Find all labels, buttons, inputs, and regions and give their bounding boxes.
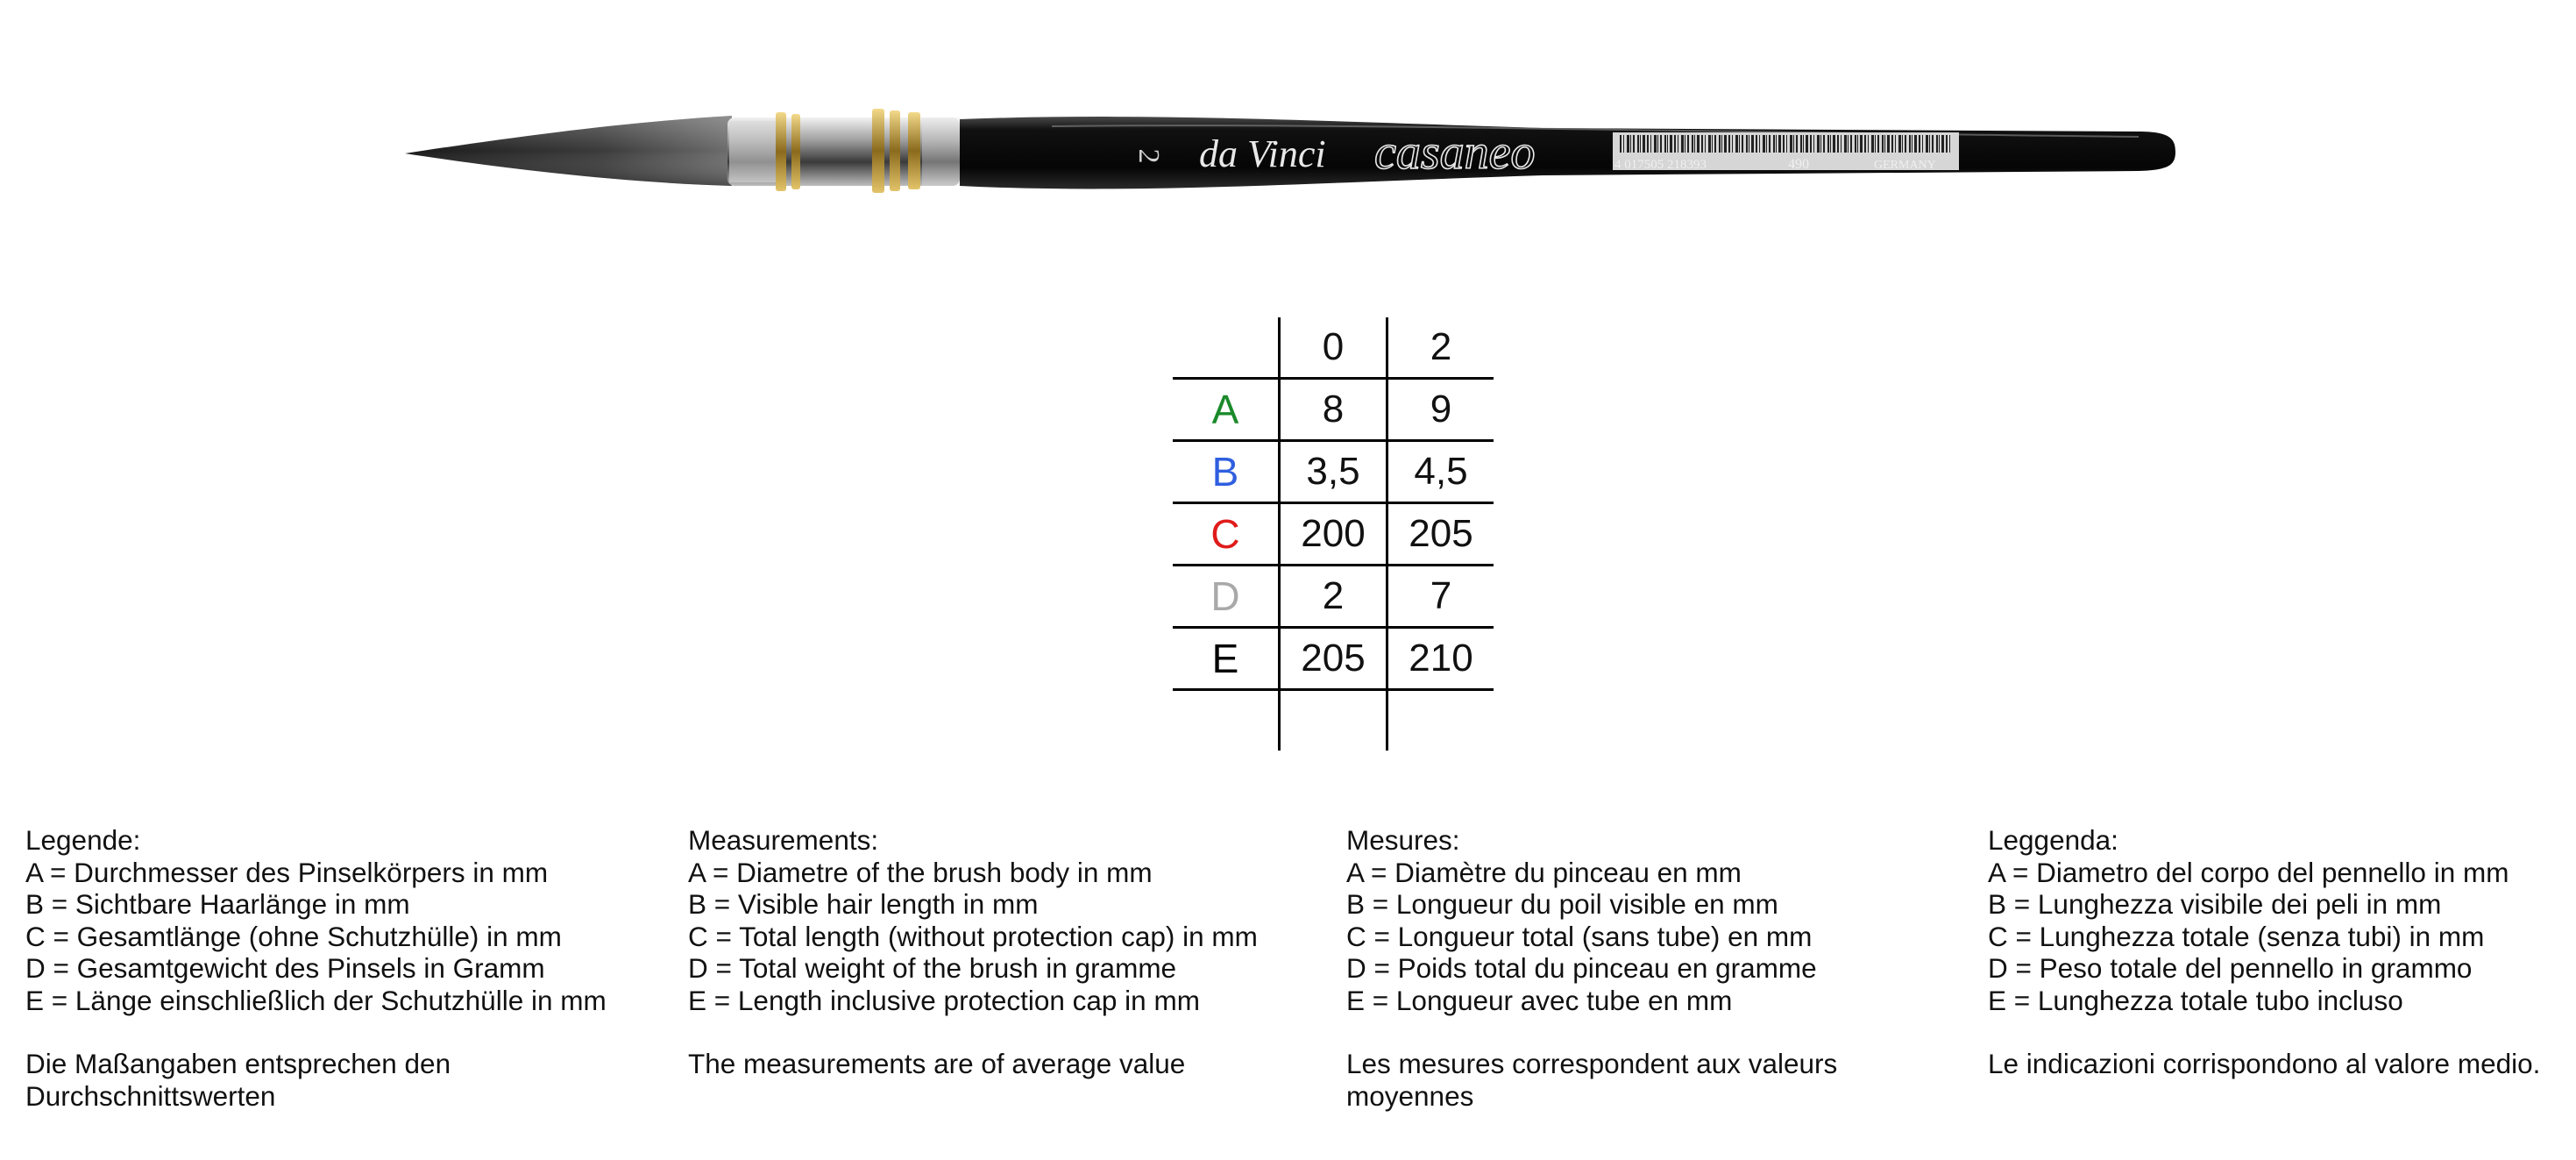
table-corner-cell xyxy=(1173,317,1280,379)
barcode-bar xyxy=(1813,135,1814,153)
legend-note: Les mesures correspondent aux valeurs moyennes xyxy=(1346,1048,1838,1112)
barcode-bar xyxy=(1701,135,1703,153)
legend-title: Mesures: xyxy=(1346,824,1460,856)
barcode-bar xyxy=(1871,135,1874,153)
table-row xyxy=(1173,379,1494,441)
legend-note: Le indicazioni corrispondono al valore medio. xyxy=(1988,1048,2541,1079)
barcode-bar xyxy=(1708,135,1711,153)
barcode-bar xyxy=(1926,135,1928,153)
barcode-bar xyxy=(1724,135,1727,153)
barcode-bar xyxy=(1697,135,1700,153)
legend-line: E = Longueur avec tube en mm xyxy=(1346,984,1733,1016)
size-header: 0 xyxy=(1280,317,1387,379)
barcode-bar xyxy=(1721,135,1722,153)
table-row xyxy=(1173,566,1494,628)
legend-line: A = Durchmesser des Pinselkörpers in mm xyxy=(25,856,549,888)
brush-ferrule xyxy=(727,109,962,193)
brush-hair xyxy=(405,116,732,186)
barcode-number: 4 017505 218393 xyxy=(1614,158,1707,172)
table-cell: 205 xyxy=(1280,628,1387,690)
barcode-bar xyxy=(1800,135,1802,153)
barcode-bar xyxy=(1855,135,1856,153)
legend-line: A = Diametre of the brush body in mm xyxy=(688,856,1153,888)
barcode-bar xyxy=(1657,135,1658,153)
barcode-bar xyxy=(1654,135,1657,153)
barcode-bar xyxy=(1827,135,1829,153)
table-cell: 7 xyxy=(1387,566,1494,628)
barcode-bar xyxy=(1623,135,1624,153)
legend-german xyxy=(25,824,607,1112)
barcode-bar xyxy=(1860,135,1863,153)
legend-line: B = Visible hair length in mm xyxy=(688,888,1039,920)
series-name-logo: casaneo xyxy=(1374,125,1536,180)
barcode-bar xyxy=(1817,135,1820,153)
barcode-bar xyxy=(1864,135,1866,153)
table-cell: 205 xyxy=(1387,503,1494,566)
table-cell: 8 xyxy=(1280,379,1387,441)
legend-italian xyxy=(1988,824,2566,1080)
barcode-bar xyxy=(1670,135,1672,153)
row-label-c: C xyxy=(1173,503,1280,566)
barcode-bar xyxy=(1810,135,1812,153)
legend-line: E = Length inclusive protection cap in mm xyxy=(688,984,1200,1016)
barcode-bar xyxy=(1776,135,1777,153)
barcode-bar xyxy=(1823,135,1825,153)
barcode-bar xyxy=(1895,135,1896,153)
brush-size-marking: 2 xyxy=(1132,148,1165,164)
barcode-bar xyxy=(1848,135,1849,153)
barcode-bar xyxy=(1637,135,1639,153)
legend-line: D = Gesamtgewicht des Pinsels in Gramm xyxy=(25,952,545,984)
table-cell: 210 xyxy=(1387,628,1494,690)
barcode-bar xyxy=(1929,135,1930,153)
barcode-bar xyxy=(1773,135,1775,153)
barcode-bar xyxy=(1751,135,1754,153)
table-cell: 2 xyxy=(1280,566,1387,628)
legend-line: B = Longueur du poil visible en mm xyxy=(1346,888,1778,920)
barcode-bar xyxy=(1674,135,1676,153)
legend-english xyxy=(688,824,1302,1080)
barcode-bar xyxy=(1732,135,1733,153)
legend-note: The measurements are of average value xyxy=(688,1048,1186,1079)
barcode-bar xyxy=(1627,135,1629,153)
barcode-bar xyxy=(1850,135,1852,153)
legend-line: C = Gesamtlänge (ohne Schutzhülle) in mm xyxy=(25,920,562,952)
barcode-bar xyxy=(1884,135,1885,153)
barcode-bar xyxy=(1939,135,1940,153)
row-label-d: D xyxy=(1173,566,1280,628)
barcode-bar xyxy=(1837,135,1839,153)
legend-line: C = Lunghezza totale (senza tubi) in mm xyxy=(1988,920,2485,952)
barcode-bar xyxy=(1909,135,1911,153)
legend-line: B = Sichtbare Haarlänge in mm xyxy=(25,888,410,920)
empty-cell xyxy=(1387,690,1494,751)
legend-line: E = Lunghezza totale tubo incluso xyxy=(1988,984,2403,1016)
measurements-table xyxy=(1173,317,1494,751)
legend-line: D = Peso totale del pennello in grammo xyxy=(1988,952,2473,984)
legend-french xyxy=(1346,824,1907,1112)
barcode-bar xyxy=(1664,135,1666,153)
barcode-bar xyxy=(1806,135,1808,153)
barcode-bar xyxy=(1841,135,1842,153)
table-cell: 200 xyxy=(1280,503,1387,566)
barcode-bar xyxy=(1796,135,1798,153)
barcode-bar xyxy=(1769,135,1771,153)
size-header: 2 xyxy=(1387,317,1494,379)
barcode-bar xyxy=(1783,135,1785,153)
table-row xyxy=(1173,628,1494,690)
legend-line: E = Länge einschließlich der Schutzhülle in mm xyxy=(25,984,607,1016)
barcode-bar xyxy=(1620,135,1622,153)
barcode-bar xyxy=(1833,135,1835,153)
barcode-bar xyxy=(1949,135,1950,153)
barcode-bar xyxy=(1877,135,1879,153)
brand-logo: da Vinci xyxy=(1199,132,1326,175)
barcode-bar xyxy=(1687,135,1689,153)
barcode-bar xyxy=(1914,135,1917,153)
barcode-bar xyxy=(1902,135,1903,153)
table-cell: 9 xyxy=(1387,379,1494,441)
barcode-bar xyxy=(1719,135,1721,153)
table-empty-row xyxy=(1173,690,1494,751)
barcode-bar xyxy=(1712,135,1713,153)
barcode-bar xyxy=(1803,135,1804,153)
barcode-bar xyxy=(1919,135,1920,153)
row-label-b: B xyxy=(1173,441,1280,503)
barcode-bar xyxy=(1844,135,1847,153)
barcode-bar xyxy=(1882,135,1884,153)
table-header-row xyxy=(1173,317,1494,379)
barcode-bar xyxy=(1932,135,1934,153)
brush-image xyxy=(0,0,2576,228)
barcode-bar xyxy=(1875,135,1876,153)
barcode-bar xyxy=(1705,135,1706,153)
barcode-bar xyxy=(1820,135,1821,153)
barcode-bar xyxy=(1830,135,1831,153)
barcode-bar xyxy=(1735,135,1738,153)
barcode-bar xyxy=(1667,135,1668,153)
legend-title: Leggenda: xyxy=(1988,824,2118,856)
barcode-bar xyxy=(1759,135,1760,153)
barcode-bar xyxy=(1640,135,1641,153)
barcode-bar xyxy=(1778,135,1781,153)
barcode-bar xyxy=(1905,135,1906,153)
barcode-bar xyxy=(1887,135,1890,153)
barcode-bar xyxy=(1857,135,1858,153)
barcode-bar xyxy=(1790,135,1792,153)
barcode-bar xyxy=(1763,135,1765,153)
legend-title: Legende: xyxy=(25,824,141,856)
table-cell: 3,5 xyxy=(1280,441,1387,503)
barcode-bar xyxy=(1660,135,1662,153)
barcode-bar xyxy=(1650,135,1651,153)
barcode-bar xyxy=(1891,135,1893,153)
legend-line: D = Poids total du pinceau en gramme xyxy=(1346,952,1817,984)
barcode-bar xyxy=(1728,135,1730,153)
barcode-bar xyxy=(1898,135,1901,153)
barcode-bar xyxy=(1742,135,1743,153)
barcode-bar xyxy=(1786,135,1787,153)
legend-line: D = Total weight of the brush in gramme xyxy=(688,952,1177,984)
row-label-e: E xyxy=(1173,628,1280,690)
table-row xyxy=(1173,503,1494,566)
legend-line: C = Longueur total (sans tube) en mm xyxy=(1346,920,1813,952)
country-marking: GERMANY xyxy=(1874,159,1936,172)
legend-line: B = Lunghezza visibile dei peli in mm xyxy=(1988,888,2442,920)
barcode-bar xyxy=(1756,135,1757,153)
row-label-a: A xyxy=(1173,379,1280,441)
barcode-bar xyxy=(1694,135,1695,153)
barcode-bar xyxy=(1630,135,1631,153)
series-number: 490 xyxy=(1788,157,1809,172)
legend-note: Die Maßangaben entsprechen den Durchschnittswerten xyxy=(25,1048,451,1112)
table-cell: 4,5 xyxy=(1387,441,1494,503)
legend-line: A = Diamètre du pinceau en mm xyxy=(1346,856,1742,888)
barcode-bar xyxy=(1868,135,1869,153)
barcode-bar xyxy=(1692,135,1693,153)
barcode-bar xyxy=(1922,135,1923,153)
table-row xyxy=(1173,441,1494,503)
barcode-bar xyxy=(1941,135,1944,153)
empty-cell xyxy=(1173,690,1280,751)
barcode-bar xyxy=(1633,135,1635,153)
barcode-bar xyxy=(1936,135,1938,153)
legend-line: A = Diametro del corpo del pennello in mm xyxy=(1988,856,2509,888)
barcode-bar xyxy=(1739,135,1740,153)
empty-cell xyxy=(1280,690,1387,751)
barcode-bar xyxy=(1793,135,1794,153)
legend-title: Measurements: xyxy=(688,824,879,856)
barcode-bar xyxy=(1946,135,1948,153)
barcode-bar xyxy=(1714,135,1716,153)
barcode-bar xyxy=(1681,135,1684,153)
legend-line: C = Total length (without protection cap) in mm xyxy=(688,920,1258,952)
barcode-bar xyxy=(1746,135,1748,153)
barcode-bar xyxy=(1766,135,1767,153)
barcode-bar xyxy=(1643,135,1645,153)
barcode-bar xyxy=(1647,135,1649,153)
